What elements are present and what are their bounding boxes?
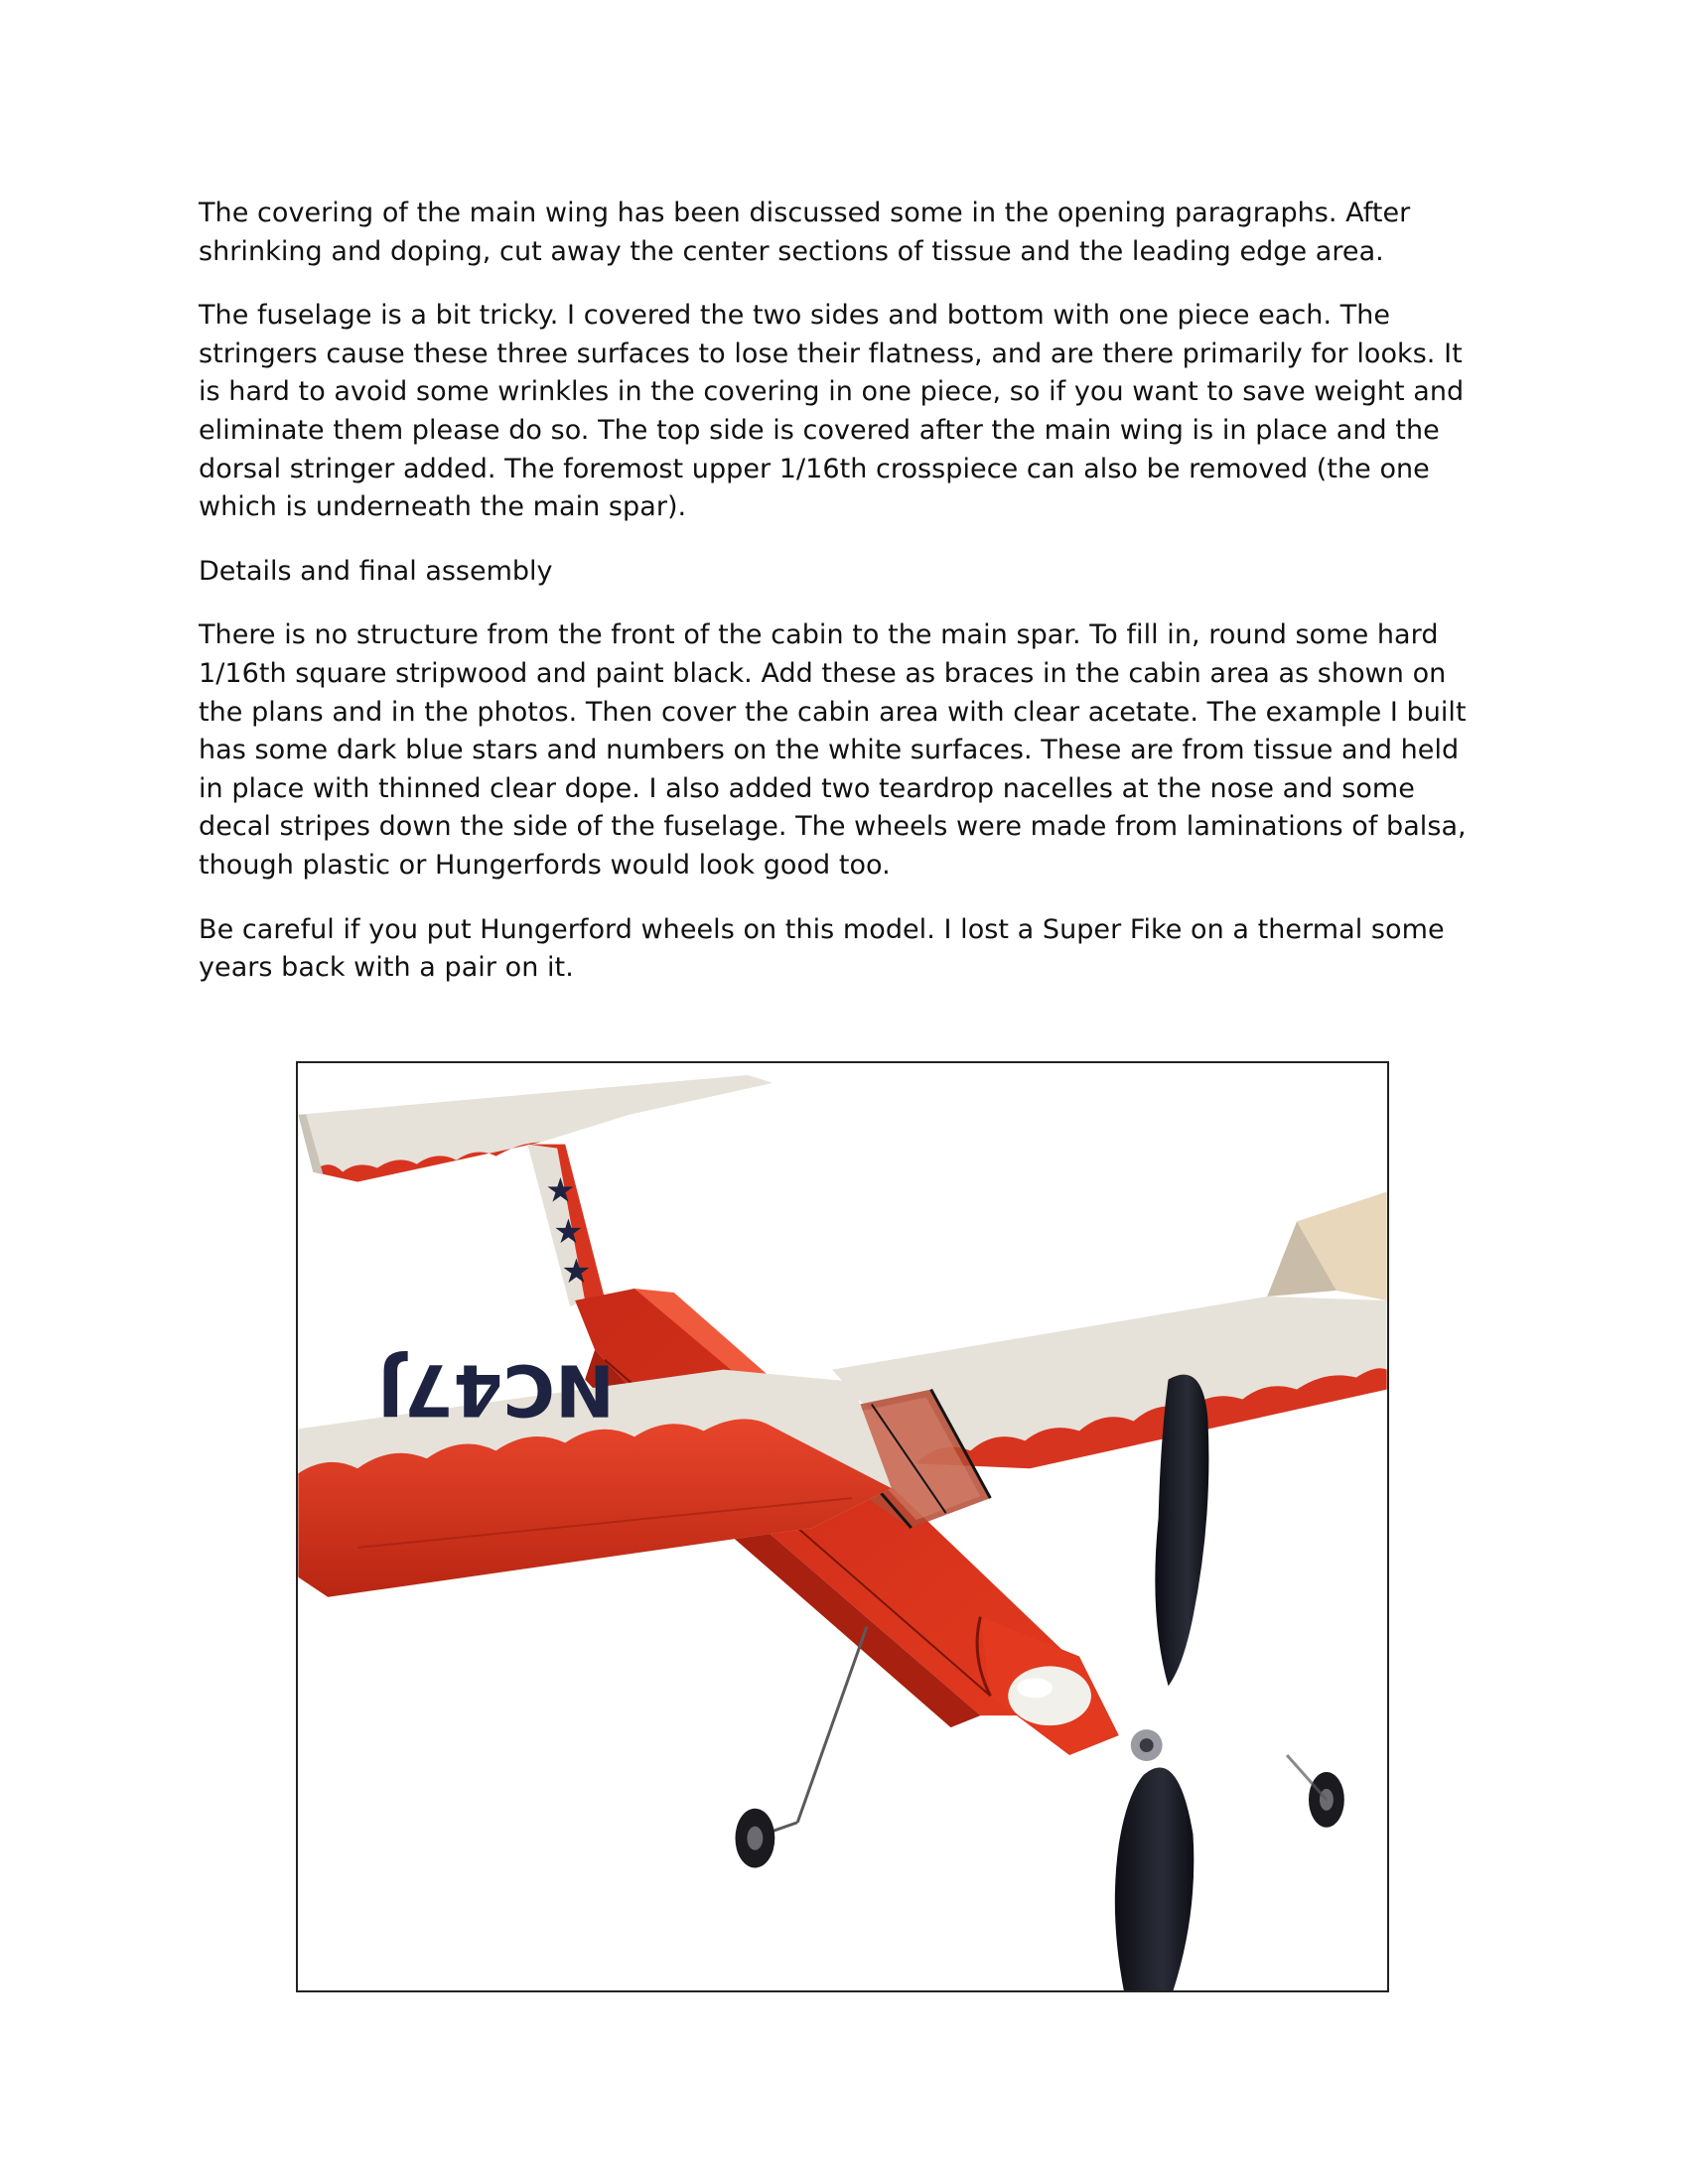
wing-registration: NC47J [376, 1348, 615, 1433]
svg-text:★: ★ [553, 1212, 584, 1252]
teardrop-nacelle [1008, 1666, 1091, 1725]
left-wheel [735, 1809, 774, 1868]
paragraph-wing-covering: The covering of the main wing has been discussed some in the opening paragraphs. After shrinking and doping, cut away the center sections of tissue and the leading edge area. [199, 198, 1411, 267]
paragraph-wheels-warning: Be careful if you put Hungerford wheels on this model. I lost a Super Fike on a thermal some years back with a pair on it. [199, 913, 1445, 984]
airplane-illustration [298, 1063, 1387, 1990]
model-airplane-photo [296, 1061, 1389, 1992]
svg-text:★: ★ [561, 1252, 592, 1292]
vertical-fin [527, 1145, 605, 1308]
document-text [199, 195, 1489, 1014]
section-heading: Details and final assembly [199, 555, 553, 587]
svg-text:★: ★ [545, 1170, 576, 1210]
propeller [1115, 1375, 1209, 1990]
paragraph-fuselage-covering: The fuselage is a bit tricky. I covered the two sides and bottom with one piece each. The stringers cause these three surfaces to lose their flatness, and are there primarily for looks. It is hard to avoid some wrinkles in the covering in one piece, so if you want to save weight and eliminate them please do so. The top side is covered after the main wing is in place and the dorsal stringer added. The foremost upper 1/16th crosspiece can also be removed (the one which is underneath the main spar). [199, 300, 1465, 523]
paragraph-cabin-details: There is no structure from the front of the cabin to the main spar. To fill in, round some hard 1/16th square stripwood and paint black. Add these as braces in the cabin area as shown on the plans and in the photos. Then cover the cabin area with clear acetate. The example I built has some dark blue stars and numbers on the white surfaces. These are from tissue and held in place with thinned clear dope. I also added two teardrop nacelles at the nose and some decal stripes down the side of the fuselage. The wheels were made from laminations of balsa, though plastic or Hungerfords would look good too. [199, 619, 1467, 881]
